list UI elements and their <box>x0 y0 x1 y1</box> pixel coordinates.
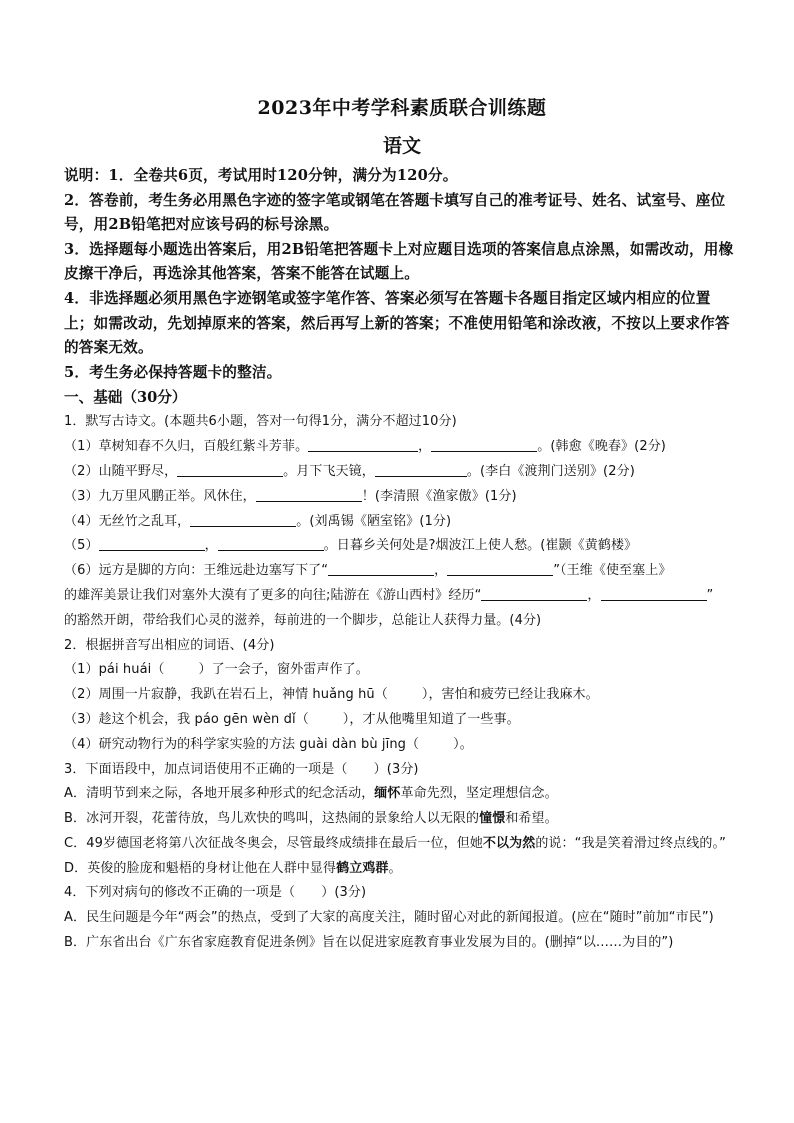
item-text: 。月下飞天镜， <box>283 463 375 479</box>
item-text: （2）周围一片寂静，我趴在岩石上，神情 huǎng hū（ <box>64 687 388 703</box>
item-text: 。(李白《渡荆门送别》(2分) <box>466 463 635 479</box>
item-text: （5） <box>64 538 99 554</box>
item-text: （1）草树知春不久归，百般红紫斗芳菲。 <box>64 439 309 455</box>
item-text: （6）远方是脚的方向：王维远赴边塞写下了“ <box>64 563 329 579</box>
item-text: 的雄浑美景让我们对塞外大漠有了更多的向往;陆游在《游山西村》经历“ <box>64 587 482 603</box>
item-text: （2）山随平野尽， <box>64 463 178 479</box>
item-text: （4）无丝竹之乱耳， <box>64 513 191 529</box>
question-stem: 2．根据拼音写出相应的词语、(4分) <box>64 637 275 653</box>
instruction-item: 4．非选择题必须用黑色字迹钢笔或签字笔作答、答案必须写在答题卡各题目指定区域内相应的位置上；如需改动，先划掉原来的答案，然后再写上新的答案；不准使用铅笔和涂改液，不按以上要求作答的答案无效。 <box>64 289 730 357</box>
option-a: A．民生问题是今年“两会”的热点，受到了大家的高度关注，随时留心对此的新闻报道。(应在“随时”前加“市民”) <box>64 910 714 926</box>
instruction-item: 说明：1．全卷共6页，考试用时120分钟，满分为120分。 <box>64 167 458 184</box>
answer-blank[interactable] <box>431 436 537 452</box>
question-item <box>64 733 740 758</box>
instruction-item: 5．考生务必保持答题卡的整洁。 <box>64 363 282 381</box>
question-3 <box>64 758 740 882</box>
instruction-item: 3．选择题每小题选出答案后，用2B铅笔把答题卡上对应题目选项的答案信息点涂黑，如需改动，用橡皮擦干净后，再选涂其他答案，答案不能答在试题上。 <box>64 240 734 283</box>
option-d <box>64 857 740 882</box>
option-text: 革命先烈，坚定理想信念。 <box>400 786 558 802</box>
answer-blank[interactable] <box>447 560 553 576</box>
answer-blank[interactable] <box>99 535 205 551</box>
answer-blank[interactable] <box>308 436 418 452</box>
option-a <box>64 782 740 807</box>
question-stem: 1．默写古诗文。(本题共6小题，答对一句得1分，满分不超过10分) <box>64 414 457 430</box>
item-text: 。(刘禹锡《陋室铭》(1分) <box>296 513 452 529</box>
option-text: 的说：“我是笑着滑过终点线的。” <box>535 835 726 851</box>
question-item: 的豁然开朗，带给我们心灵的滋养，每前进的一个脚步，总能让人获得力量。(4分) <box>64 612 542 628</box>
option-text: D．英俊的脸庞和魁梧的身材让他在人群中显得 <box>64 860 337 876</box>
item-text: ， <box>204 538 218 554</box>
answer-blank[interactable] <box>190 511 296 527</box>
dotted-word: 憧憬 <box>479 811 506 827</box>
question-4 <box>64 881 740 955</box>
question-item <box>64 559 740 584</box>
option-b: B．广东省出台《广东省家庭教育促进条例》旨在以促进家庭教育事业发展为目的。(删掉“以……为目的”) <box>64 935 674 951</box>
option-c <box>64 832 740 857</box>
instructions <box>64 164 740 385</box>
option-text: A．清明节到来之际，各地开展多种形式的纪念活动， <box>64 786 375 802</box>
page-title: 2023年中考学科素质联合训练题 <box>257 97 547 119</box>
question-item <box>64 658 740 683</box>
answer-blank[interactable] <box>218 535 324 551</box>
option-text: C．49岁德国老将第八次征战冬奥会，尽管最终成绩排在最后一位，但她 <box>64 835 483 851</box>
item-text: （3）趁这个机会，我 páo gēn wèn dǐ（ <box>64 711 309 727</box>
dotted-word: 缅怀 <box>374 786 401 802</box>
item-text: ），才从他嘴里知道了一些事。 <box>342 711 520 727</box>
option-text: B．冰河开裂，花蕾待放，鸟儿欢快的鸣叫，这热闹的景象给人以无限的 <box>64 811 480 827</box>
dotted-word: 不以为然 <box>482 835 536 851</box>
item-text: 。日暮乡关何处是?烟波江上使人愁。(崔颢《黄鹤楼》 <box>323 538 638 554</box>
item-text: （3）九万里风鹏正举。风休住， <box>64 488 256 504</box>
item-text: 。(韩愈《晚春》(2分) <box>537 439 666 455</box>
item-text: ， <box>587 587 601 603</box>
question-stem: 3．下面语段中，加点词语使用不正确的一项是（ ）(3分) <box>64 761 419 777</box>
question-item <box>64 435 740 460</box>
option-text: 和希望。 <box>505 811 558 827</box>
item-text: ），害怕和疲劳已经让我麻木。 <box>421 687 599 703</box>
answer-blank[interactable] <box>177 461 283 477</box>
item-text: （1）pái huái（ <box>64 662 165 678</box>
answer-blank[interactable] <box>256 486 362 502</box>
question-item <box>64 708 740 733</box>
answer-blank[interactable] <box>481 585 587 601</box>
item-text: （4）研究动物行为的科学家实验的方法 guài dàn bù jīng（ <box>64 736 420 752</box>
question-item <box>64 584 740 609</box>
item-text: ， <box>434 563 448 579</box>
item-text: ”（王维《使至塞上》 <box>553 563 672 579</box>
question-1 <box>64 410 740 633</box>
exam-page <box>64 96 740 956</box>
answer-blank[interactable] <box>328 560 434 576</box>
subject-title: 语文 <box>382 135 421 157</box>
section-heading: 一、基础（30分） <box>64 389 187 407</box>
item-text: ）了一会子，窗外雷声作了。 <box>198 662 369 678</box>
item-text: ， <box>418 439 432 455</box>
question-item <box>64 510 740 535</box>
instruction-item: 2．答卷前，考生务必用黑色字迹的签字笔或钢笔在答题卡填写自己的准考证号、姓名、试室号、座位号，用2B铅笔把对应该号码的标号涂黑。 <box>64 191 726 234</box>
item-text: ）。 <box>453 736 473 752</box>
option-b <box>64 807 740 832</box>
question-2 <box>64 634 740 758</box>
question-item <box>64 460 740 485</box>
answer-blank[interactable] <box>601 585 707 601</box>
item-text: ！(李清照《渔家傲》(1分) <box>361 488 517 504</box>
question-stem: 4．下列对病句的修改不正确的一项是（ ）(3分) <box>64 885 367 901</box>
answer-blank[interactable] <box>375 461 467 477</box>
question-item <box>64 485 740 510</box>
question-item <box>64 534 740 559</box>
question-item <box>64 683 740 708</box>
item-text: ” <box>706 587 714 603</box>
option-text: 。 <box>388 860 402 876</box>
dotted-word: 鹤立鸡群 <box>336 860 389 876</box>
